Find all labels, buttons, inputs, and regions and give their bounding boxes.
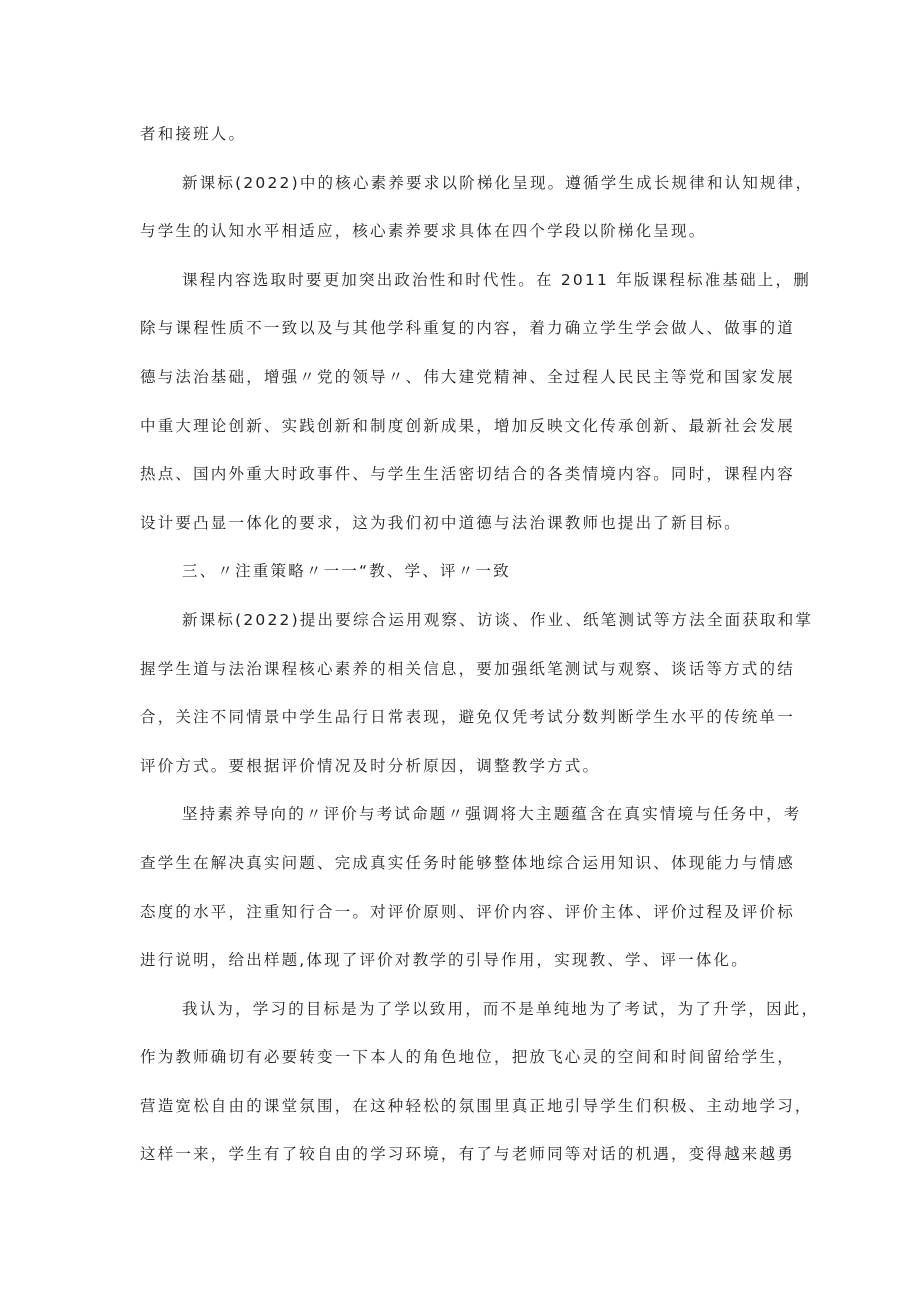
text-line: 态度的水平，注重知行合一。对评价原则、评价内容、评价主体、评价过程及评价标: [140, 902, 795, 921]
text-line: 进行说明，给出样题,体现了评价对教学的引导作用，实现教、学、评一体化。: [140, 951, 749, 970]
text-line: 除与课程性质不一致以及与其他学科重复的内容，着力确立学生学会做人、做事的道: [140, 319, 795, 338]
text-line: 课程内容选取时要更加突出政治性和时代性。在 2011 年版课程标准基础上，删: [182, 270, 811, 289]
text-line: 握学生道与法治课程核心素养的相关信息，要加强纸笔测试与观察、谈话等方式的结: [140, 659, 795, 678]
text-line: 中重大理论创新、实践创新和制度创新成果，增加反映文化传承创新、最新社会发展: [140, 416, 795, 435]
text-line: 设计要凸显一体化的要求，这为我们初中道德与法治课教师也提出了新目标。: [140, 513, 742, 532]
text-line: 新课标(2022)提出要综合运用观察、访谈、作业、纸笔测试等方法全面获取和掌: [182, 610, 814, 629]
text-line: 我认为，学习的目标是为了学以致用，而不是单纯地为了考试，为了升学，因此，: [182, 999, 820, 1018]
text-line: 新课标(2022)中的核心素养要求以阶梯化呈现。遵循学生成长规律和认知规律，: [182, 173, 814, 192]
text-line: 坚持素养导向的〃评价与考试命题〃强调将大主题蕴含在真实情境与任务中，考: [182, 805, 802, 824]
text-line: 者和接班人。: [140, 125, 247, 143]
text-line: 营造宽松自由的课堂氛围，在这种轻松的氛围里真正地引导学生们积极、主动地学习，: [140, 1096, 813, 1115]
document-page: [140, 114, 820, 1183]
text-line: 合，关注不同情景中学生品行日常表现，避免仅凭考试分数判断学生水平的传统单一: [140, 708, 795, 727]
text-line: 评价方式。要根据评价情况及时分析原因，调整教学方式。: [140, 756, 601, 775]
text-line: 热点、国内外重大时政事件、与学生生活密切结合的各类情境内容。同时，课程内容: [140, 465, 795, 484]
text-line: 与学生的认知水平相适应，核心素养要求具体在四个学段以阶梯化呈现。: [140, 222, 707, 241]
section-heading: 三、〃注重策略〃一一“教、学、评〃一致: [182, 562, 511, 581]
text-line: 这样一来，学生有了较自由的学习环境，有了与老师同等对话的机遇，变得越来越勇: [140, 1145, 795, 1164]
text-line: 查学生在解决真实问题、完成真实任务时能够整体地综合运用知识、体现能力与情感: [140, 853, 795, 872]
text-line: 作为教师确切有必要转变一下本人的角色地位，把放飞心灵的空间和时间留给学生，: [140, 1048, 795, 1067]
text-line: 德与法治基础，增强〃党的领导〃、伟大建党精神、全过程人民民主等党和国家发展: [140, 367, 795, 386]
